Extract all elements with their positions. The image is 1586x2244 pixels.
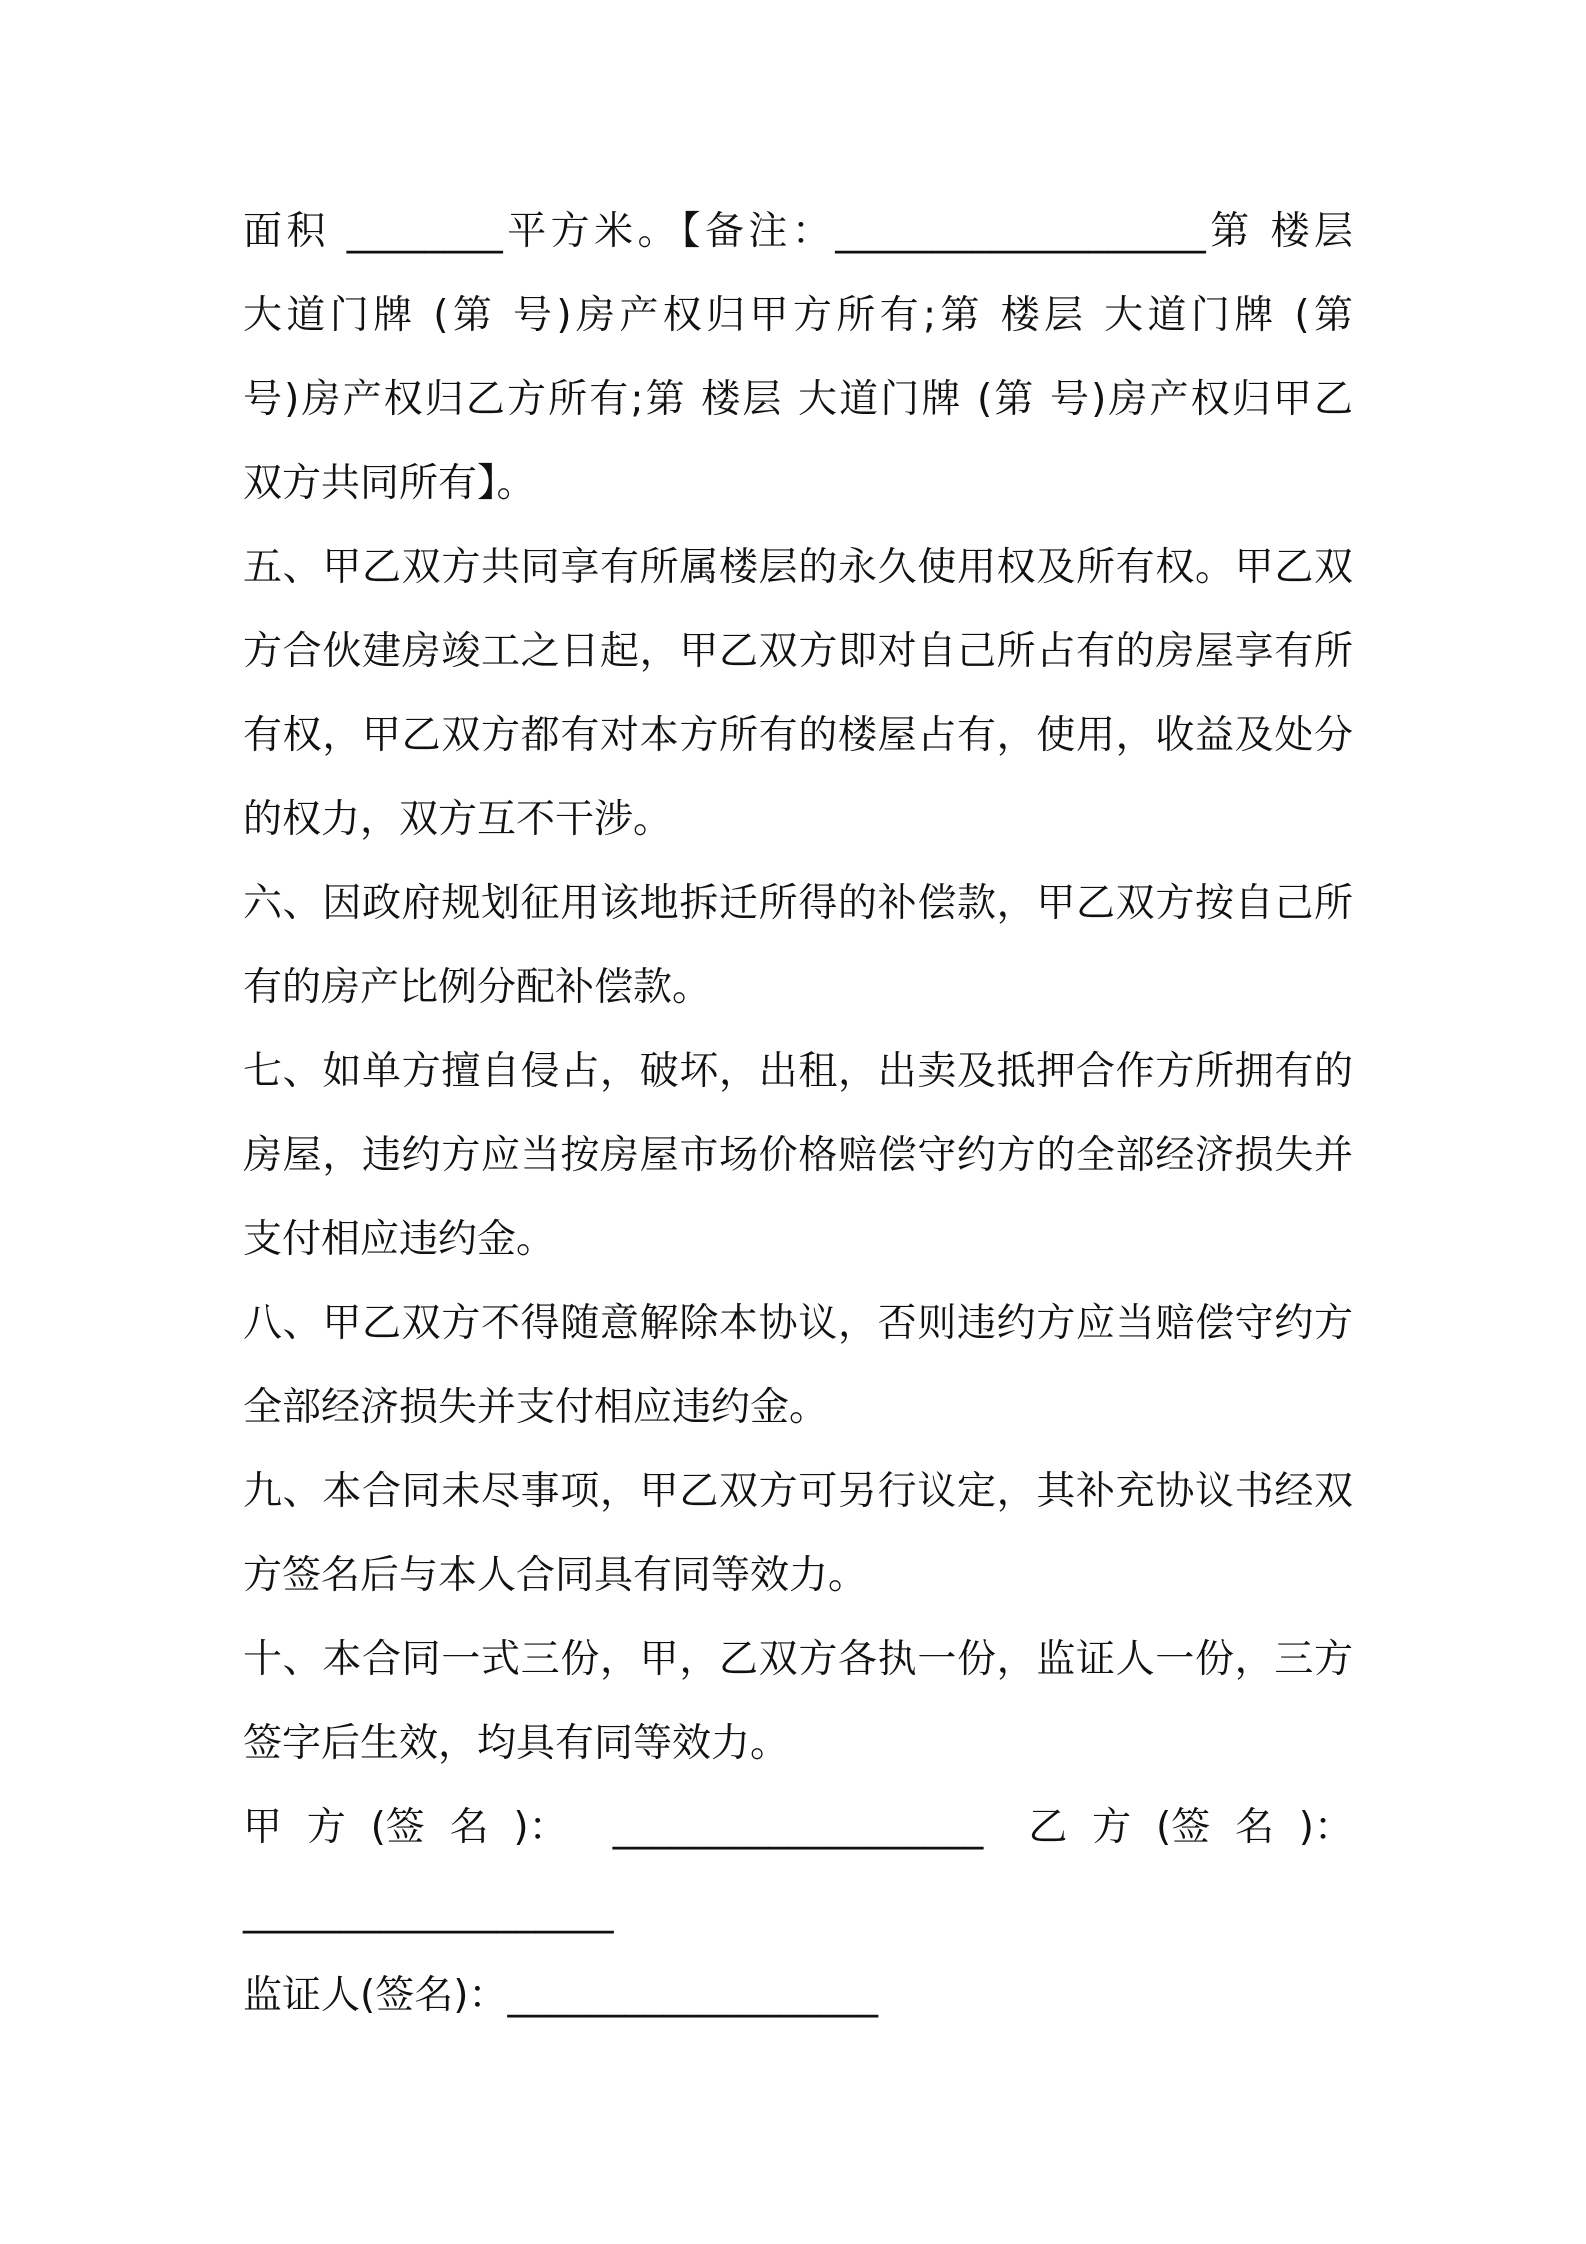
signature-row-parties [243, 1786, 1353, 1870]
clause-6-line: 六、因政府规划征用该地拆迁所得的补偿款，甲乙双方按自己所 [243, 881, 1353, 926]
clause-8-line: 八、甲乙双方不得随意解除本协议，否则违约方应当赔偿守约方 [243, 1301, 1353, 1346]
clause-7-line: 支付相应违约金。 [243, 1217, 556, 1262]
clause-5-line: 有权，甲乙双方都有对本方所有的楼屋占有，使用，收益及处分 [243, 713, 1353, 758]
text-line: 大道门牌 (第 号)房产权归甲方所有;第 楼层 大道门牌 (第 [243, 293, 1353, 338]
clause-9-line: 九、本合同未尽事项，甲乙双方可另行议定，其补充协议书经双 [243, 1469, 1353, 1514]
witness-signature-blank: ___________________ [507, 1973, 878, 2018]
witness-signature-row [243, 1954, 1353, 2038]
witness-signature-label: 监证人(签名)： [243, 1973, 508, 2018]
clause-7-line: 房屋，违约方应当按房屋市场价格赔偿守约方的全部经济损失并 [243, 1133, 1353, 1178]
party-a-signature-label: 甲 方 (签 名 )： [243, 1805, 568, 1850]
clause-10-line: 签字后生效，均具有同等效力。 [243, 1721, 790, 1766]
party-a-signature-blank: ___________________ [612, 1805, 984, 1850]
clause-8-line: 全部经济损失并支付相应违约金。 [243, 1385, 829, 1430]
clause-5-line: 五、甲乙双方共同享有所属楼层的永久使用权及所有权。甲乙双 [243, 545, 1353, 590]
clause-5-line: 方合伙建房竣工之日起，甲乙双方即对自己所占有的房屋享有所 [243, 629, 1353, 674]
document-body [243, 190, 1353, 2038]
clause-7-line: 七、如单方擅自侵占，破坏，出租，出卖及抵押合作方所拥有的 [243, 1049, 1353, 1094]
party-b-signature-blank: ___________________ [243, 1889, 614, 1934]
party-b-signature-blank-line [243, 1870, 1353, 1954]
text-line: 面积 ________平方米。【备注：___________________第 楼层 [243, 209, 1353, 254]
clause-5-line: 的权力，双方互不干涉。 [243, 797, 673, 842]
text-line: 双方共同所有】。 [243, 461, 536, 506]
clause-9-line: 方签名后与本人合同具有同等效力。 [243, 1553, 868, 1598]
clause-6-line: 有的房产比例分配补偿款。 [243, 965, 712, 1010]
party-b-signature-label: 乙 方 (签 名 )： [1028, 1805, 1353, 1850]
clause-10-line: 十、本合同一式三份，甲，乙双方各执一份，监证人一份，三方 [243, 1637, 1353, 1682]
text-line: 号)房产权归乙方所有;第 楼层 大道门牌 (第 号)房产权归甲乙 [243, 377, 1353, 422]
